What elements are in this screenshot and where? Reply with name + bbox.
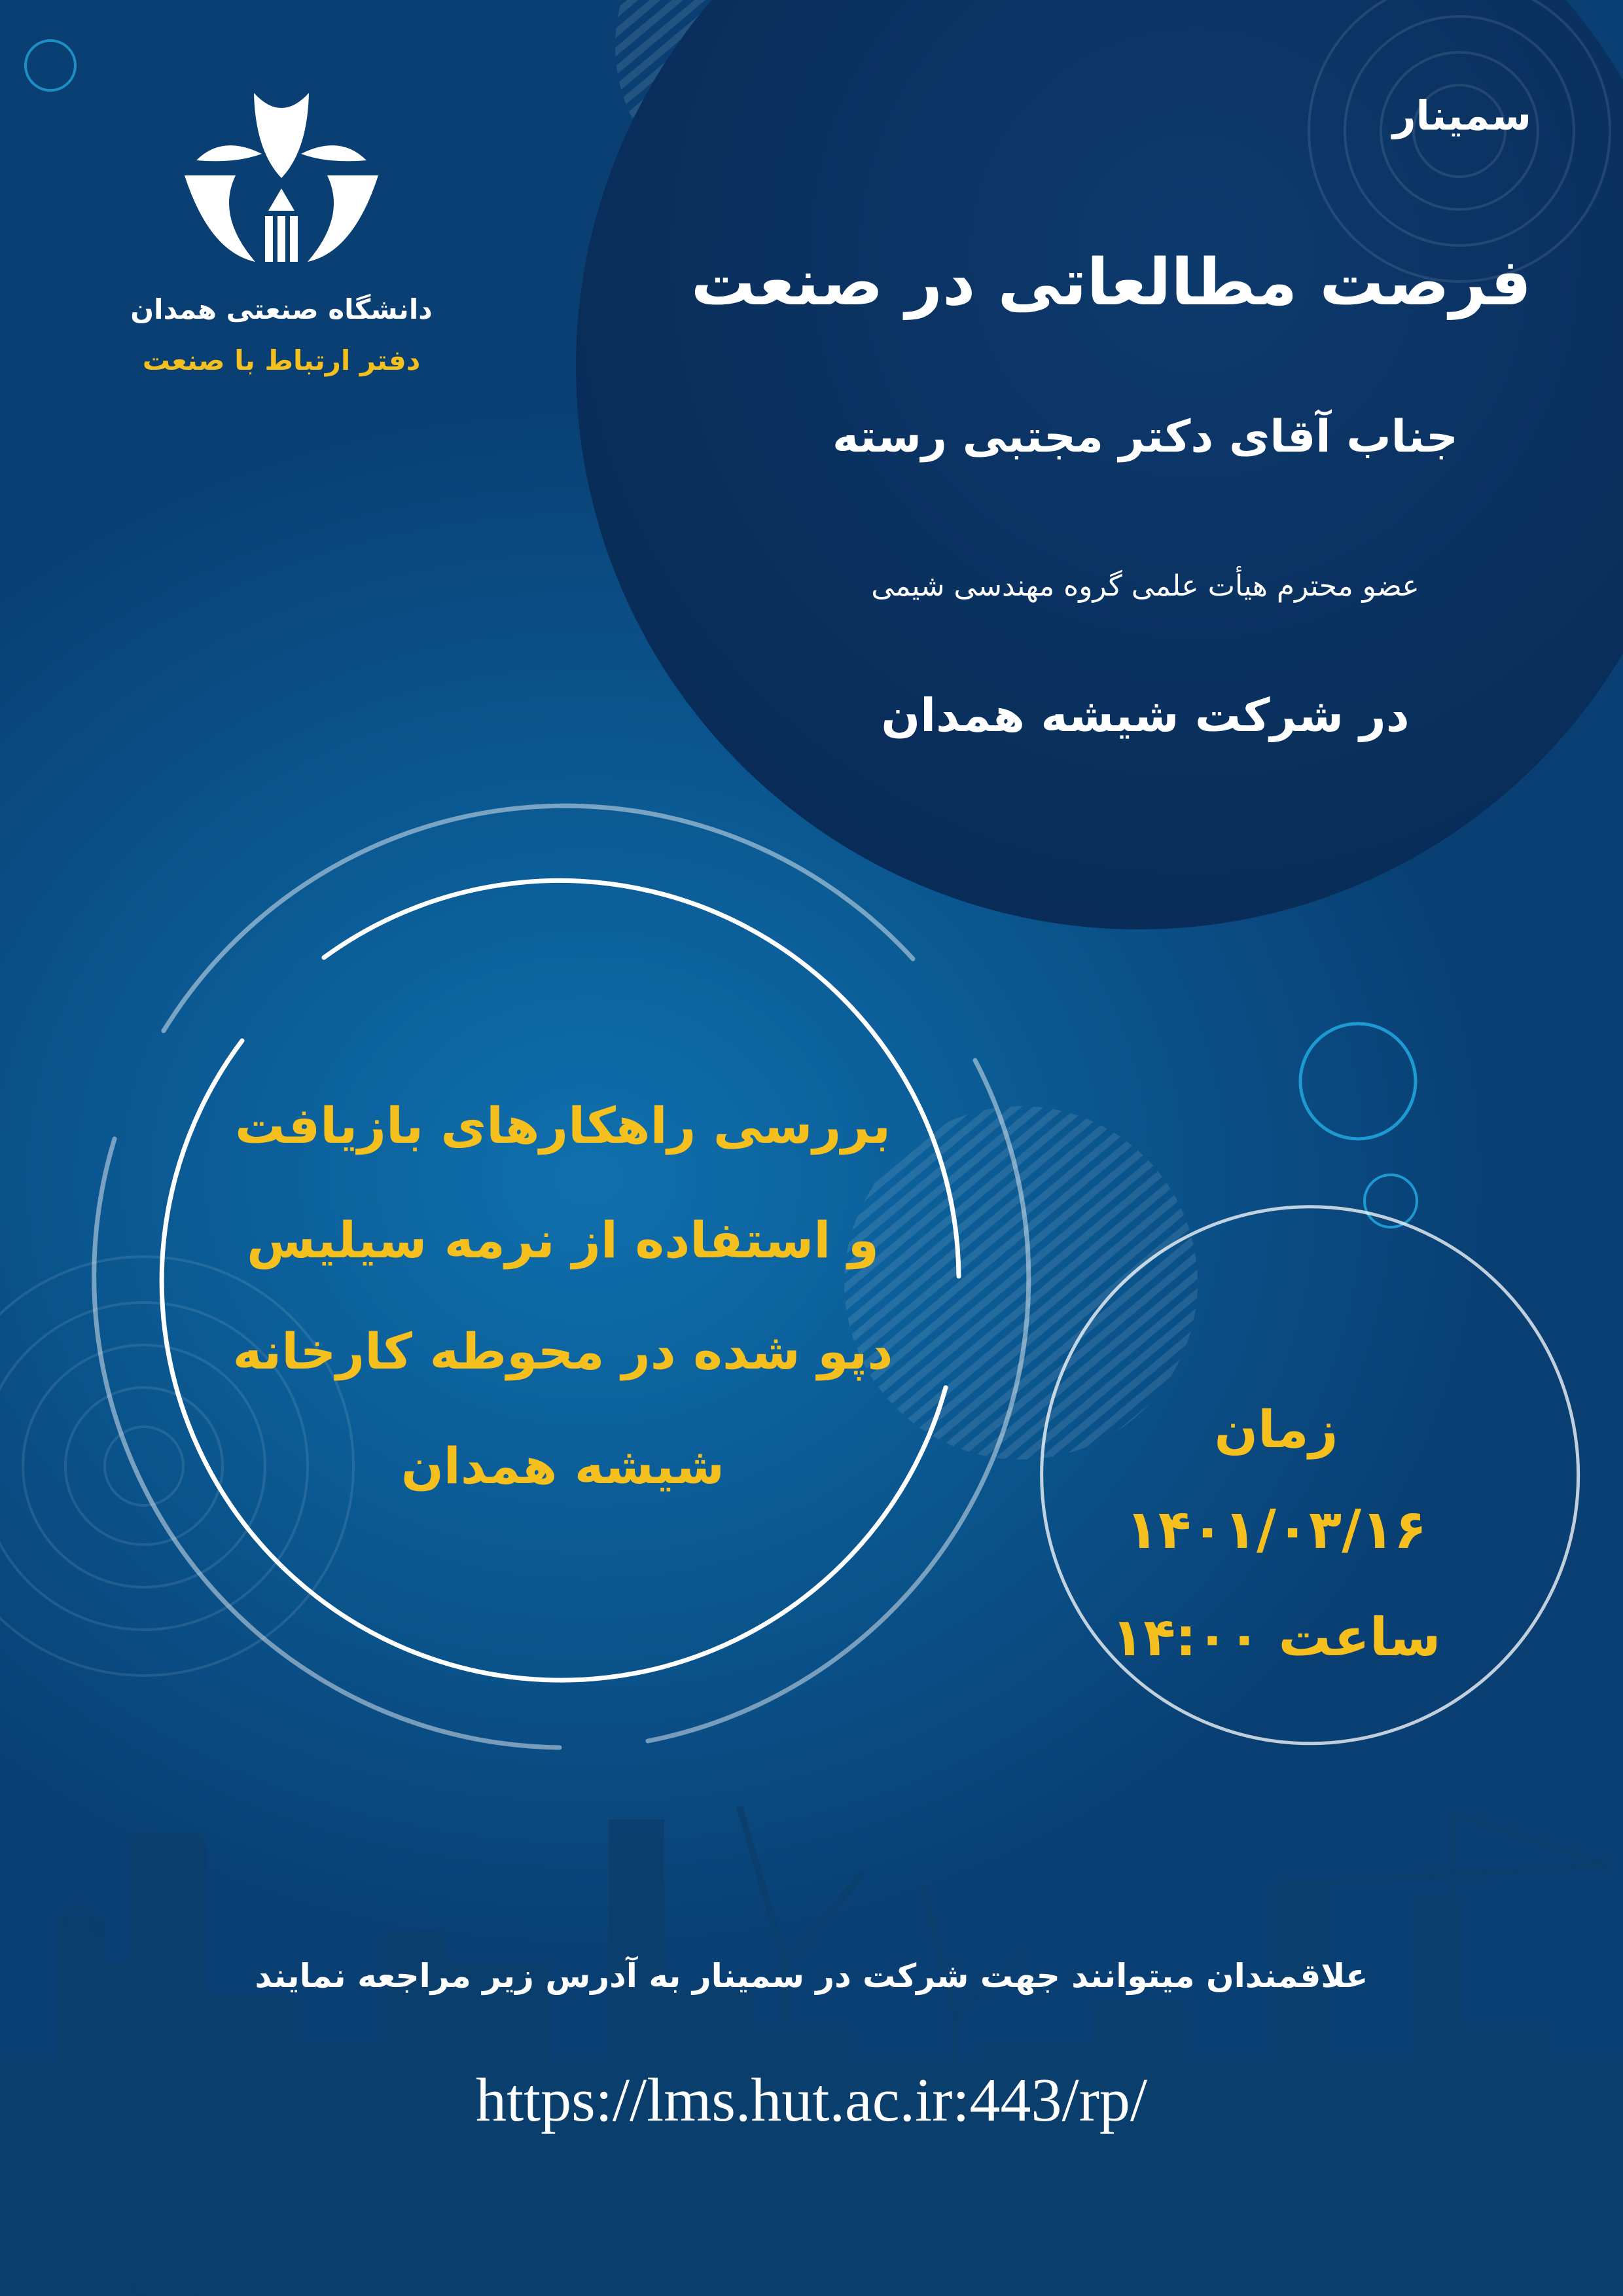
university-logo-icon (185, 93, 378, 262)
topic-line-3: دپو شده در محوطه کارخانه (232, 1322, 893, 1380)
topic-inner-ring (162, 880, 959, 1680)
topic-line-4: شیشه همدان (401, 1437, 725, 1495)
schedule-label: زمان (1214, 1401, 1338, 1460)
accent-circle-right-large (1300, 1024, 1416, 1139)
seminar-location: در شرکت شیشه همدان (881, 689, 1410, 742)
registration-url[interactable]: https://lms.hut.ac.ir:443/rp/ (475, 2066, 1148, 2134)
accent-circle-top-left (26, 41, 75, 90)
schedule-date: ۱۴۰۱/۰۳/۱۶ (1125, 1499, 1427, 1561)
dark-circle (576, 0, 1623, 929)
speaker-position: عضو محترم هیأت علمی گروه مهندسی شیمی (871, 569, 1419, 603)
seminar-label: سمینار (1392, 92, 1531, 139)
university-name: دانشگاه صنعتی همدان (130, 293, 433, 325)
topic-line-1: بررسی راهکارهای بازیافت (234, 1096, 891, 1155)
seminar-title: فرصت مطالعاتی در صنعت (690, 245, 1531, 320)
registration-note: علاقمندان میتوانند جهت شرکت در سمینار به آدرس زیر مراجعه نمایند (255, 1957, 1368, 1995)
industrial-skyline (0, 1820, 1623, 2296)
speaker-name: جناب آقای دکتر مجتبی رسته (832, 411, 1458, 463)
schedule-time: ساعت ۱۴:۰۰ (1111, 1607, 1441, 1668)
topic-line-2: و استفاده از نرمه سیلیس (247, 1211, 879, 1269)
office-name: دفتر ارتباط با صنعت (142, 344, 421, 376)
